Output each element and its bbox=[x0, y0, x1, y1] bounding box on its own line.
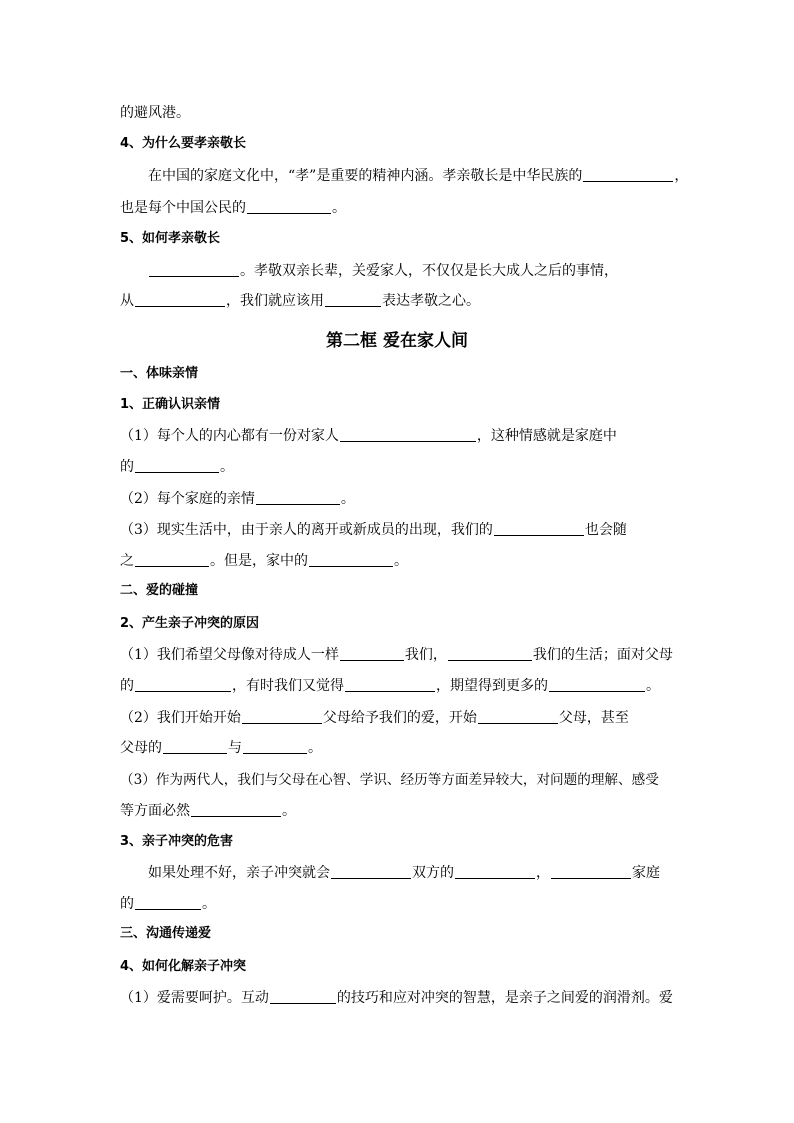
fill-blank[interactable] bbox=[135, 458, 219, 473]
fill-blank[interactable] bbox=[270, 989, 336, 1004]
fill-blank[interactable] bbox=[135, 552, 209, 567]
heading-why-filial: 4、为什么要孝亲敬长 bbox=[120, 136, 247, 151]
fill-blank[interactable] bbox=[242, 709, 322, 724]
fill-blank[interactable] bbox=[478, 709, 558, 724]
text-line: （3）现实生活中，由于亲人的离开或新成员的出现，我们的 也会随 bbox=[120, 522, 627, 538]
text-line: （1）我们希望父母像对待成人一样 我们， 我们的生活；面对父母 bbox=[120, 647, 673, 663]
text-line: 的 。 bbox=[120, 896, 216, 912]
heading-how-filial: 5、如何孝亲敬长 bbox=[120, 231, 221, 246]
text-line: （2）每个家庭的亲情 。 bbox=[120, 491, 355, 507]
fill-blank[interactable] bbox=[135, 292, 225, 307]
fill-blank[interactable] bbox=[309, 552, 393, 567]
fill-blank[interactable] bbox=[149, 262, 239, 277]
text-line: 的 。 bbox=[120, 459, 234, 475]
text-line: 的避风港。 bbox=[120, 105, 190, 121]
subheading-4: 4、如何化解亲子冲突 bbox=[120, 959, 247, 974]
fill-blank[interactable] bbox=[551, 864, 631, 879]
fill-blank[interactable] bbox=[163, 739, 227, 754]
fill-blank[interactable] bbox=[325, 292, 381, 307]
text-line: 在中国的家庭文化中，“孝”是重要的精神内涵。孝亲敬长是中华民族的 ， bbox=[148, 168, 689, 184]
fill-blank[interactable] bbox=[135, 677, 231, 692]
text-line: 从 ，我们就应该用 表达孝敬之心。 bbox=[120, 293, 480, 309]
fill-blank[interactable] bbox=[455, 864, 535, 879]
text-line: （2）我们开始开始 父母给予我们的爱，开始 父母，甚至 bbox=[120, 710, 629, 726]
subheading-1: 1、正确认识亲情 bbox=[120, 397, 221, 412]
fill-blank[interactable] bbox=[345, 677, 435, 692]
text-line: 之 。但是，家中的 。 bbox=[120, 553, 408, 569]
subheading-2: 2、产生亲子冲突的原因 bbox=[120, 616, 260, 631]
section-heading-2: 二、爱的碰撞 bbox=[120, 583, 199, 598]
text-line: 。孝敬双亲长辈，关爱家人，不仅仅是长大成人之后的事情， bbox=[148, 261, 618, 281]
section-heading-3: 三、沟通传递爱 bbox=[120, 926, 212, 941]
subheading-3: 3、亲子冲突的危害 bbox=[120, 834, 234, 849]
fill-blank[interactable] bbox=[191, 802, 281, 817]
section-title: 第二框 爱在家人间 bbox=[326, 331, 468, 351]
text-line: 如果处理不好，亲子冲突就会 双方的 ， 家庭 bbox=[148, 865, 660, 881]
fill-blank[interactable] bbox=[135, 895, 201, 910]
fill-blank[interactable] bbox=[549, 677, 645, 692]
fill-blank[interactable] bbox=[340, 427, 476, 442]
text-line: （3）作为两代人，我们与父母在心智、学识、经历等方面差异较大，对问题的理解、感受 bbox=[120, 772, 659, 788]
text-line: 的 ，有时我们又觉得 ，期望得到更多的 。 bbox=[120, 678, 660, 694]
text-line: （1）每个人的内心都有一份对家人 ，这种情感就是家庭中 bbox=[120, 428, 617, 444]
fill-blank[interactable] bbox=[256, 490, 340, 505]
fill-blank[interactable] bbox=[247, 199, 331, 214]
fill-blank[interactable] bbox=[243, 739, 307, 754]
text-line: 父母的 与 。 bbox=[120, 740, 322, 756]
fill-blank[interactable] bbox=[583, 167, 673, 182]
text-line: 也是每个中国公民的 。 bbox=[120, 200, 346, 216]
fill-blank[interactable] bbox=[494, 521, 584, 536]
fill-blank[interactable] bbox=[448, 646, 532, 661]
text-line: 等方面必然 。 bbox=[120, 803, 296, 819]
text-line: （1）爱需要呵护。互动 的技巧和应对冲突的智慧，是亲子之间爱的润滑剂。爱 bbox=[120, 990, 673, 1006]
section-heading-1: 一、体味亲情 bbox=[120, 366, 199, 381]
fill-blank[interactable] bbox=[340, 646, 404, 661]
fill-blank[interactable] bbox=[331, 864, 411, 879]
